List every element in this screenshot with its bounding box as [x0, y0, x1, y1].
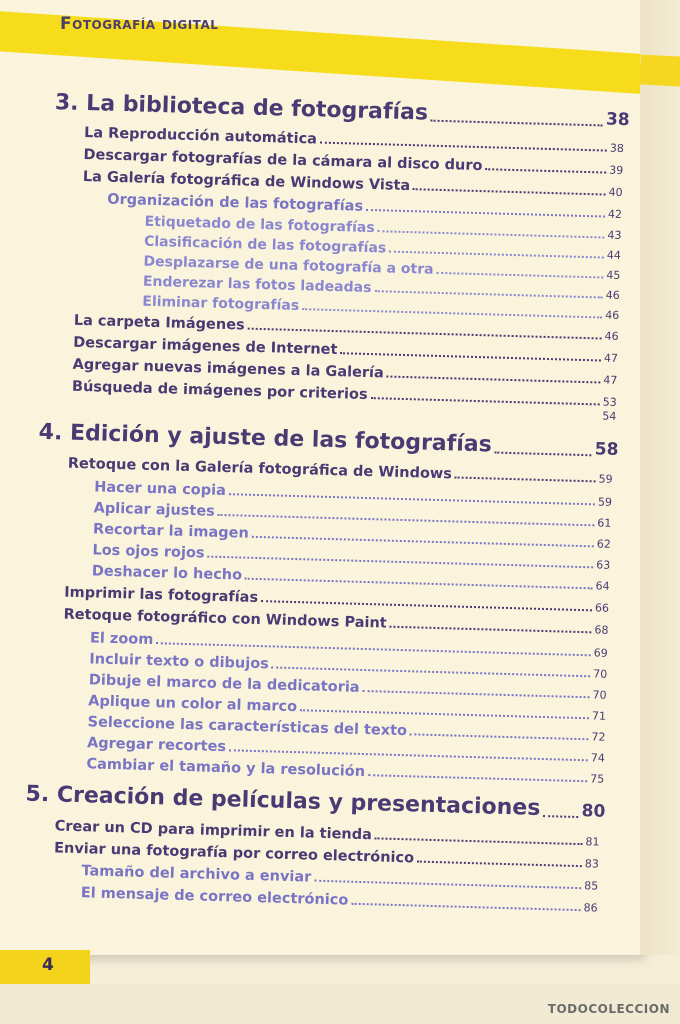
- toc-chapter: 3. La biblioteca de fotografías 38: [54, 90, 630, 131]
- toc-section: Crear un CD para imprimir en la tienda 81: [54, 818, 600, 849]
- toc-subsubsection: Etiquetado de las fotografías 43: [144, 213, 622, 243]
- toc-section: La Galería fotográfica de Windows Vista 40: [82, 168, 623, 200]
- toc-section: Búsqueda de imágenes por criterios 53: [71, 378, 617, 409]
- watermark: TODOCOLECCION: [547, 1002, 670, 1016]
- toc-subsection: Aplicar ajustes 61: [93, 500, 612, 530]
- toc-section: Retoque fotográfico con Windows Paint 68: [63, 606, 609, 637]
- toc-section: Imprimir las fotografías 66: [64, 584, 610, 615]
- page-edge: [640, 0, 680, 955]
- toc-subsubsection: Enderezar las fotos ladeadas 46: [142, 273, 620, 302]
- toc-section: La carpeta Imágenes 46: [73, 312, 619, 343]
- toc-section-page-only: 54: [602, 409, 617, 423]
- toc-section: La Reproducción automática 38: [83, 124, 625, 156]
- toc-subsection: Seleccione las características del texto 72: [87, 714, 606, 744]
- toc-chapter: 5. Creación de películas y presentaciones 80: [25, 781, 606, 822]
- toc-subsection: Tamaño del archivo a enviar 85: [81, 863, 599, 893]
- toc-subsection: El zoom 69: [89, 630, 608, 660]
- toc-subsubsection: Desplazarse de una fotografía a otra 45: [143, 253, 621, 282]
- toc-section: Agregar nuevas imágenes a la Galería 47: [72, 356, 618, 387]
- toc-subsection: Incluir texto o dibujos 70: [89, 651, 608, 681]
- next-page-band: [639, 54, 680, 87]
- toc-section: Descargar fotografías de la cámara al disco duro 39: [83, 146, 624, 178]
- toc-section: Descargar imágenes de Internet 47: [73, 334, 619, 365]
- toc-subsubsection: Clasificación de las fotografías 44: [143, 233, 622, 262]
- toc-subsection: Los ojos rojos 63: [92, 542, 611, 572]
- toc-subsection: Cambiar el tamaño y la resolución 75: [86, 756, 605, 786]
- toc-subsection: Agregar recortes 74: [86, 735, 606, 765]
- toc-section: Retoque con la Galería fotográfica de Windows 59: [67, 455, 613, 486]
- toc-subsection: El mensaje de correo electrónico 86: [80, 885, 598, 915]
- toc-chapter: 4. Edición y ajuste de las fotografías 58: [38, 419, 619, 461]
- toc-subsection: Recortar la imagen 62: [92, 521, 611, 551]
- toc-subsection: Organización de las fotografías 42: [107, 191, 623, 222]
- header-title: Fotografía digital: [60, 14, 219, 34]
- page-number: 4: [42, 955, 54, 975]
- toc-section: Enviar una fotografía por correo electrónico 83: [53, 840, 600, 871]
- toc-subsection: Hacer una copia 59: [93, 479, 613, 509]
- toc-subsection: Dibuje el marco de la dedicatoria 70: [88, 672, 607, 702]
- toc-subsection: Aplique un color al marco 71: [88, 693, 607, 723]
- toc-subsection: Deshacer lo hecho 64: [91, 563, 610, 593]
- toc-subsubsection: Eliminar fotografías 46: [142, 293, 620, 322]
